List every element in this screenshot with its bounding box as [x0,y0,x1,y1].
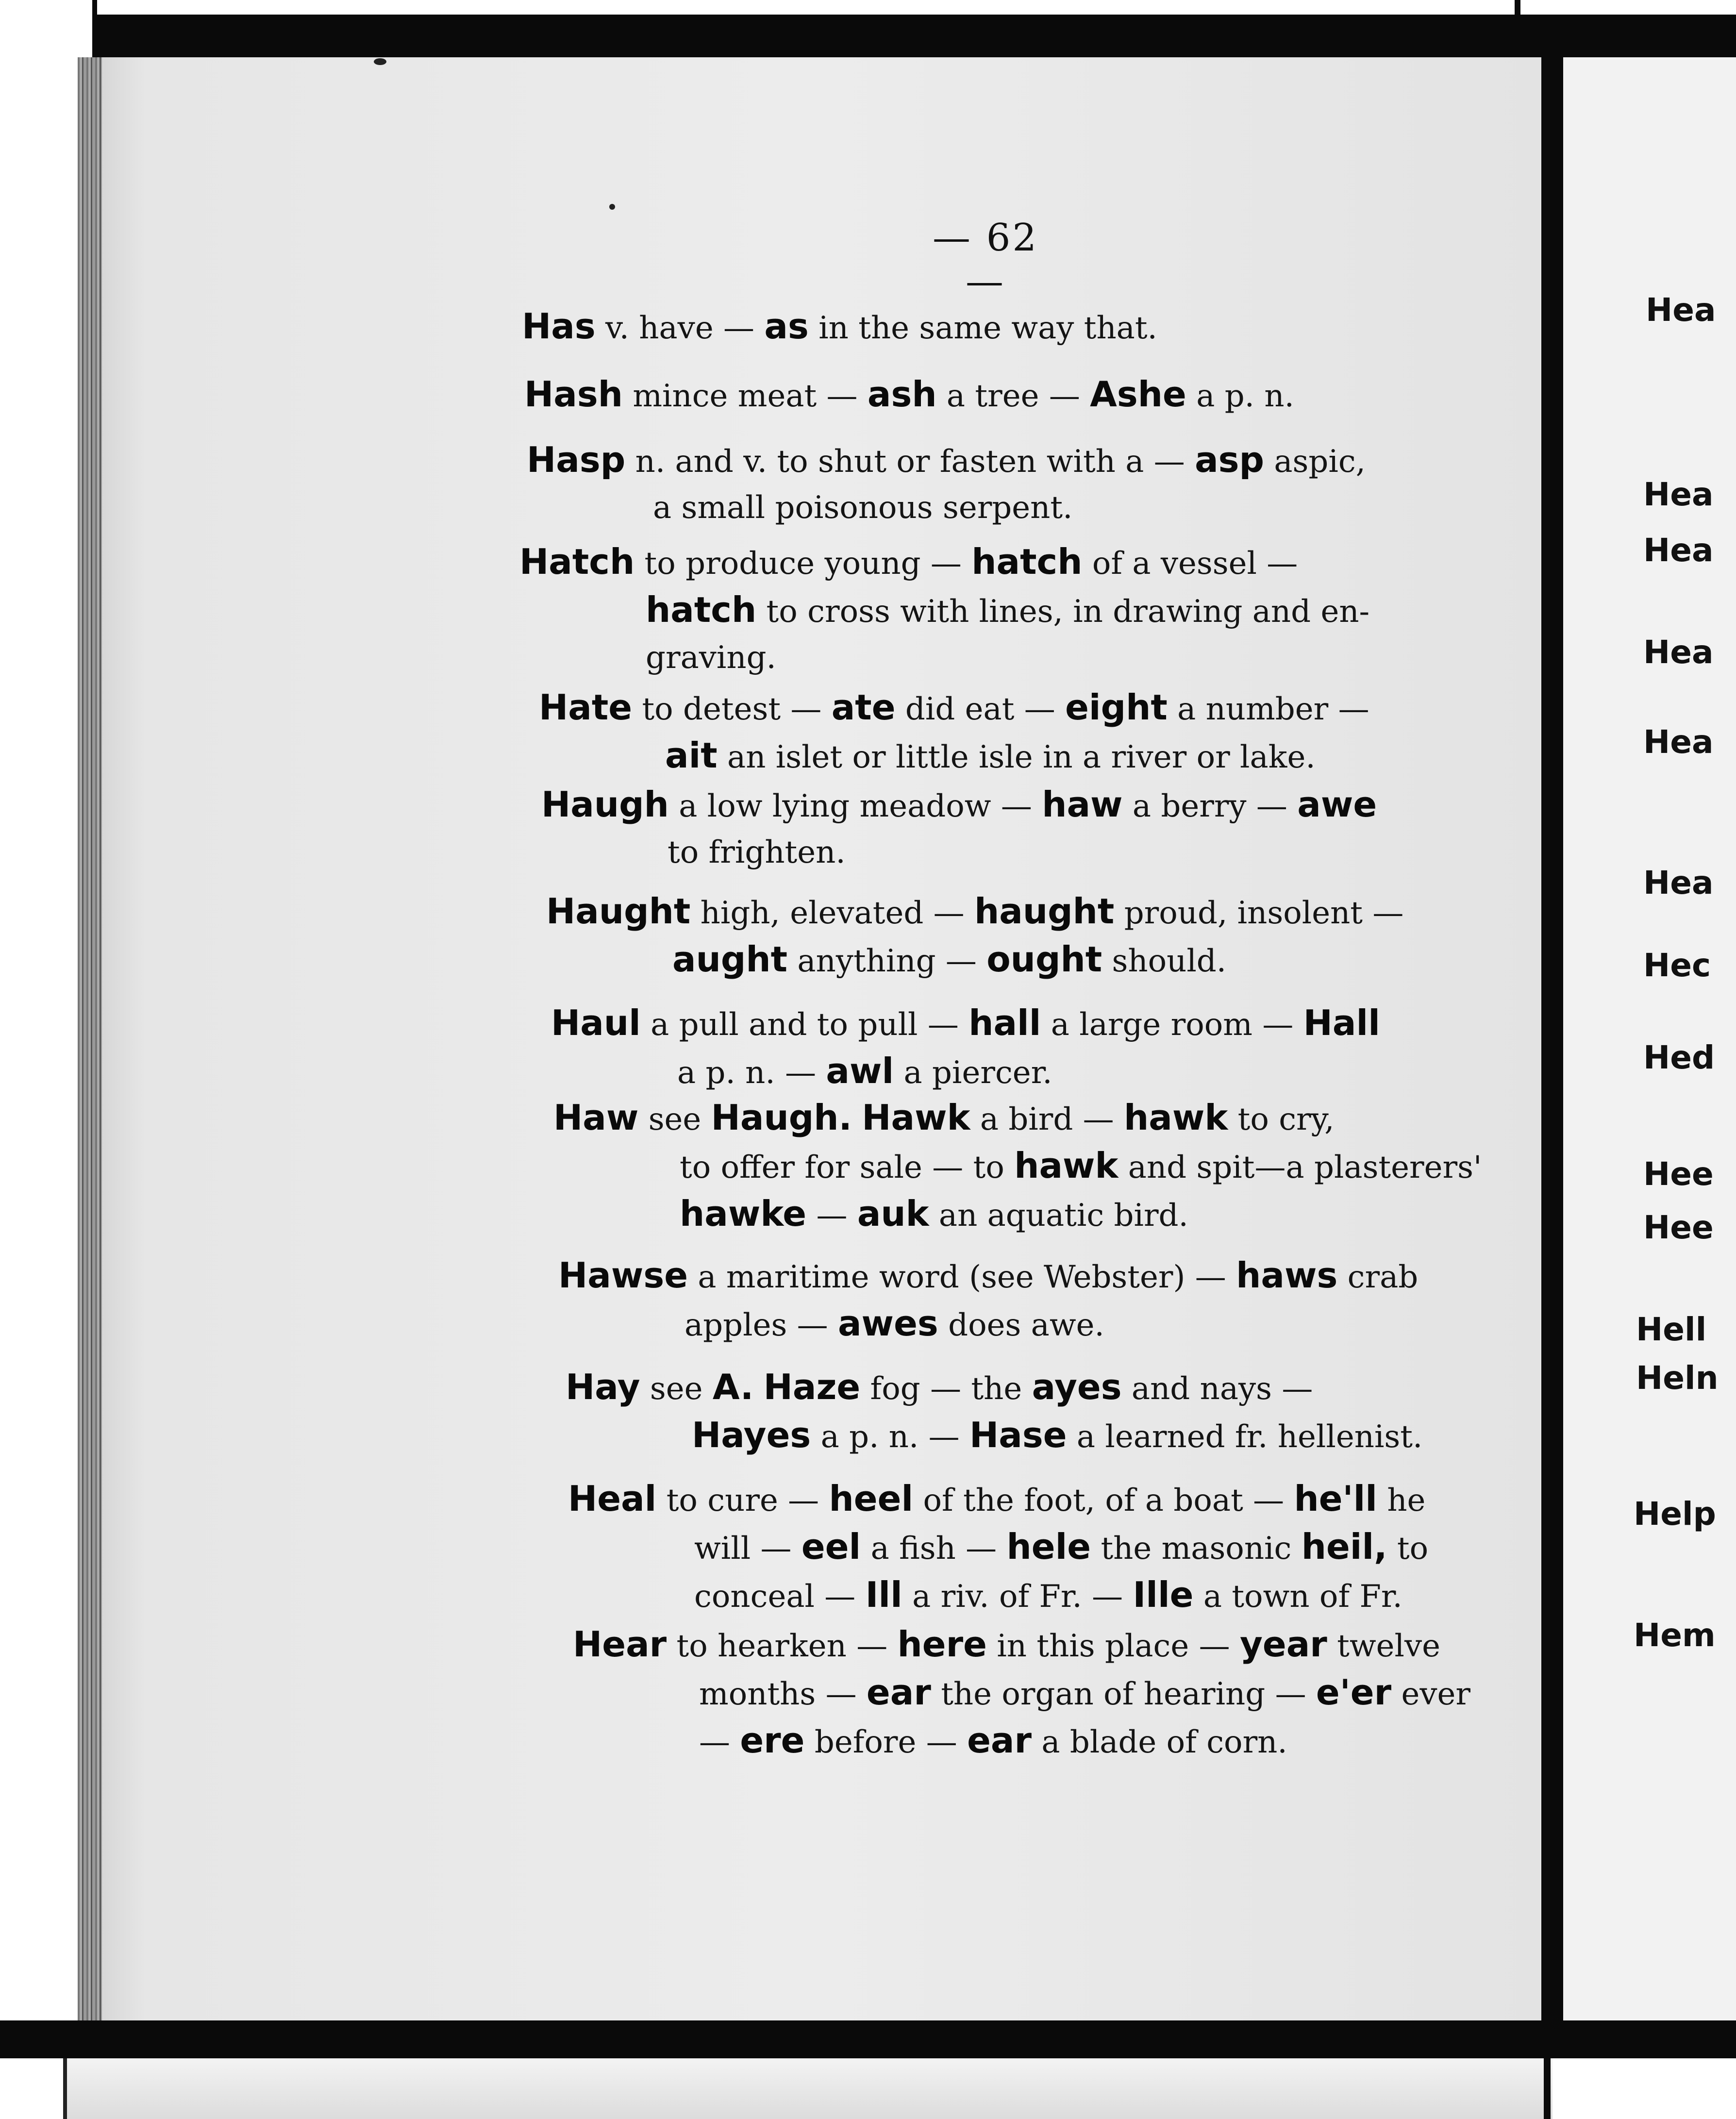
headword: Ill [865,1574,902,1615]
entry-continuation-line [568,1524,1428,1572]
entry-continuation-line [539,733,1369,781]
facing-page-headword: Heln [1636,1359,1719,1397]
headword: Hase [969,1415,1067,1455]
page-number: — 62 — [932,216,1039,303]
entry-continuation-line [568,1572,1428,1620]
facing-page-headword: Hed [1643,1039,1715,1076]
entry-line [558,1252,1418,1301]
definition-text: mince meat — [622,378,868,414]
top-frame-bar [92,15,1736,57]
definition-text: to produce young — [634,546,972,582]
entry-line [539,684,1369,733]
entry-continuation-line [566,1412,1422,1460]
headword: ait [665,735,718,776]
definition-text: an islet or little isle in a river or lake. [717,739,1316,775]
definition-text: v. have — [595,310,765,346]
definition-text: and spit—a plasterers' [1118,1150,1482,1185]
dictionary-entry [546,888,1403,984]
definition-text: a learned fr. hellenist. [1067,1419,1423,1455]
headword: awes [837,1303,938,1344]
headword: Hayes [692,1415,811,1455]
headword: heil, [1301,1526,1387,1567]
definition-text: months — [699,1676,867,1712]
headword: Hawk [862,1097,970,1138]
headword: A. [712,1367,754,1407]
top-margin [0,0,1736,15]
entry-continuation-line [541,830,1377,876]
facing-page-headword: Hell [1636,1311,1707,1348]
definition-text: an aquatic bird. [929,1198,1188,1234]
definition-text: a p. n. — [811,1419,969,1455]
definition-text: before — [804,1724,968,1760]
entry-continuation-line [519,587,1369,635]
dictionary-entry [553,1095,1482,1239]
headword: Haul [551,1002,641,1043]
entry-line [522,303,1157,351]
left-frame-line [92,0,97,15]
definition-text: — [806,1198,857,1234]
definition-text: in this place — [986,1628,1240,1664]
dictionary-entry [568,1476,1428,1620]
entry-line [566,1364,1422,1412]
definition-text: to hearken — [667,1628,898,1664]
entry-line [524,371,1294,419]
headword: Hawse [558,1255,688,1296]
headword: he'll [1294,1478,1377,1519]
headword: ash [867,374,937,415]
headword: hawk [1014,1145,1118,1186]
entry-line [527,437,1366,485]
definition-text: see [638,1101,711,1137]
headword: ear [967,1720,1032,1761]
definition-text: a p. n. [1186,378,1294,414]
definition-text: aspic, [1264,444,1366,480]
definition-text: to [1387,1531,1429,1567]
headword: hatch [971,541,1083,582]
definition-text: a small poisonous serpent. [653,490,1073,526]
definition-text: the masonic [1091,1531,1302,1567]
headword: ere [740,1720,805,1761]
definition-text: — [699,1724,740,1760]
definition-text: apples — [684,1307,838,1343]
definition-text: to frighten. [668,834,846,870]
headword: Hay [566,1367,640,1407]
headword: hawke [680,1193,807,1234]
headword: ate [831,687,896,728]
bottom-right-line [1544,2058,1551,2119]
headword: hawk [1124,1097,1228,1138]
headword: Hall [1303,1002,1380,1043]
definition-text: conceal — [694,1579,866,1615]
facing-page-headword: Hec [1643,947,1711,984]
dictionary-entry [558,1252,1418,1349]
definition-text: proud, insolent — [1114,895,1404,931]
dictionary-entry [551,1000,1380,1096]
headword: Heal [568,1478,657,1519]
headword: Hate [539,687,633,728]
definition-text: does awe. [938,1307,1104,1343]
dictionary-entry [524,371,1294,419]
entry-line [541,782,1377,830]
right-frame-line [1515,0,1520,15]
next-frame-strip [63,2058,1552,2119]
headword: hatch [646,589,757,630]
definition-text: a riv. of Fr. — [902,1579,1133,1615]
definition-text [753,1371,763,1407]
facing-page-headword: Hee [1643,1155,1714,1193]
headword: haw [1042,784,1123,825]
definition-text: will — [694,1531,801,1567]
definition-text: to offer for sale — to [680,1150,1015,1185]
headword: auk [857,1193,929,1234]
definition-text [852,1101,862,1137]
facing-page-headword: Hea [1643,476,1714,513]
definition-text: to detest — [632,691,832,727]
headword: as [764,306,809,347]
entry-continuation-line [553,1143,1482,1191]
headword: Hash [524,374,623,415]
definition-text: a tree — [936,378,1090,414]
dictionary-entry [527,437,1366,531]
bottom-frame-bar [0,2020,1736,2058]
entry-continuation-line [553,1191,1482,1239]
definition-text: and nays — [1121,1371,1313,1407]
definition-text: to cure — [656,1483,829,1518]
definition-text: a bird — [970,1101,1124,1137]
dictionary-entry [573,1621,1470,1766]
definition-text: crab [1337,1259,1419,1295]
headword: Hatch [519,541,635,582]
definition-text: of a vessel — [1082,546,1298,582]
definition-text: a low lying meadow — [668,788,1042,824]
headword: Hasp [527,439,626,480]
page-gutter [1541,57,1563,2022]
entry-line [573,1621,1470,1669]
headword: ought [986,939,1102,980]
definition-text: a large room — [1041,1007,1303,1043]
entry-line [568,1476,1428,1524]
definition-text: a number — [1167,691,1369,727]
facing-page-headword: Hea [1646,291,1716,329]
headword: asp [1195,439,1265,480]
headword: awl [826,1051,894,1091]
entry-continuation-line [519,635,1369,681]
definition-text: graving. [646,640,776,676]
headword: awe [1297,784,1377,825]
headword: hall [968,1002,1041,1043]
headword: ear [866,1672,931,1713]
speck [609,204,615,210]
definition-text: see [640,1371,713,1407]
entry-continuation-line [527,485,1366,531]
headword: here [897,1624,987,1665]
headword: Ashe [1090,374,1186,415]
headword: aught [672,939,788,980]
definition-text: n. and v. to shut or fasten with a — [625,444,1195,480]
entry-continuation-line [546,936,1403,984]
headword: ayes [1032,1367,1122,1407]
headword: haught [974,891,1115,932]
page-stack-edge [78,57,102,2021]
entry-continuation-line [573,1718,1470,1766]
definition-text: he [1377,1483,1426,1518]
definition-text: to cross with lines, in drawing and en- [756,594,1370,630]
definition-text: high, elevated — [690,895,975,931]
dictionary-entry [566,1364,1422,1460]
definition-text: twelve [1327,1628,1441,1664]
headword: e'er [1316,1672,1392,1713]
definition-text: to cry, [1228,1101,1335,1137]
entry-line [553,1095,1482,1143]
entry-continuation-line [551,1048,1380,1096]
facing-page-headword: Hea [1643,864,1714,901]
definition-text: in the same way that. [808,310,1157,346]
definition-text: a maritime word (see Webster) — [688,1259,1236,1295]
dictionary-entry [541,782,1377,876]
definition-text: a town of Fr. [1193,1579,1402,1615]
definition-text: a blade of corn. [1032,1724,1287,1760]
definition-text: a piercer. [894,1055,1052,1091]
entry-line [519,539,1369,587]
definition-text: of the foot, of a boat — [913,1483,1294,1518]
headword: Hear [573,1624,667,1665]
headword: Haugh. [711,1097,852,1138]
headword: heel [829,1478,914,1519]
definition-text: should. [1102,943,1227,979]
definition-text: a p. n. — [677,1055,826,1091]
headword: Haugh [541,784,669,825]
entry-line [546,888,1403,936]
headword: hele [1006,1526,1091,1567]
dictionary-entry [539,684,1369,781]
definition-text: a berry — [1122,788,1298,824]
headword: eel [801,1526,861,1567]
facing-page-headword: Hea [1643,634,1714,671]
entry-continuation-line [558,1301,1418,1349]
dictionary-entry [522,303,1157,351]
facing-page-headword: Hea [1643,723,1714,761]
speck [374,58,386,65]
headword: year [1239,1624,1327,1665]
headword: Has [522,306,596,347]
definition-text: did eat — [895,691,1066,727]
dictionary-entry [519,539,1369,681]
headword: Haught [546,891,691,932]
definition-text: the organ of hearing — [931,1676,1316,1712]
facing-page-headword: Hee [1643,1209,1714,1246]
facing-page-headword: Hem [1634,1617,1716,1654]
definition-text: fog — the [860,1371,1032,1407]
definition-text: a pull and to pull — [640,1007,969,1043]
definition-text: anything — [787,943,987,979]
headword: eight [1065,687,1168,728]
entry-continuation-line [573,1669,1470,1718]
headword: Haze [763,1367,861,1407]
facing-page-headword: Help [1634,1495,1716,1533]
definition-text: ever [1391,1676,1470,1712]
facing-page-headword: Hea [1643,532,1714,569]
entry-line [551,1000,1380,1048]
headword: haws [1236,1255,1338,1296]
headword: Ille [1133,1574,1194,1615]
headword: Haw [553,1097,639,1138]
definition-text: a fish — [861,1531,1007,1567]
